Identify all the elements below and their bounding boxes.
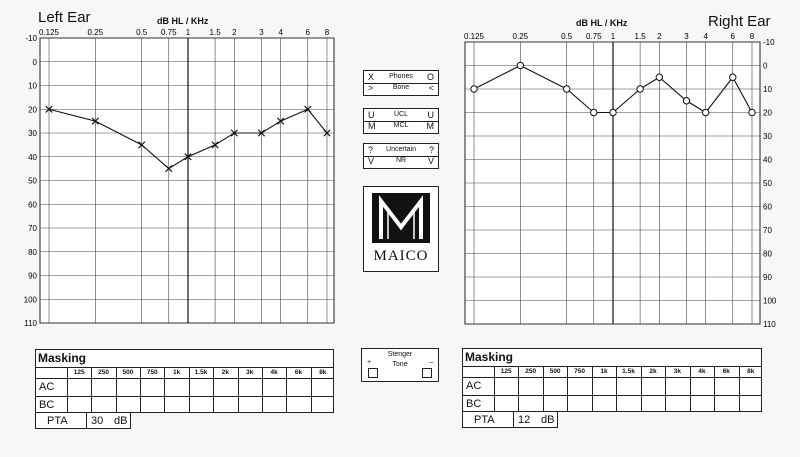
masking-freq-label: 125: [73, 369, 85, 376]
uncertain-left-symbol: ?: [368, 145, 374, 155]
y-tick-label: 0: [32, 57, 37, 67]
masking-ac-cell[interactable]: [286, 378, 310, 396]
x-tick-label: 2: [657, 32, 662, 41]
y-tick-label: 110: [763, 320, 776, 329]
data-point-o: [656, 74, 662, 80]
masking-ac-cell[interactable]: [164, 378, 188, 396]
y-tick-label: 0: [763, 61, 768, 71]
masking-bc-cell[interactable]: [140, 396, 164, 414]
stenger-plus: +: [367, 359, 372, 366]
masking-bc-cell[interactable]: [714, 395, 738, 413]
bone-left-symbol: >: [368, 83, 374, 93]
masking-freq-label: 8k: [319, 369, 327, 376]
nr-legend-row: [364, 157, 438, 167]
stenger-tone-label: Tone: [392, 361, 408, 368]
masking-bc-cell[interactable]: [567, 395, 591, 413]
masking-grid: [462, 348, 762, 412]
y-tick-label: 80: [763, 249, 772, 259]
x-tick-label: 0.25: [512, 32, 529, 41]
data-point-o: [591, 109, 597, 115]
x-tick-label: 8: [324, 28, 330, 37]
phones-bone-legend: [363, 70, 439, 96]
phones-label: Phones: [389, 73, 413, 80]
masking-bc-cell[interactable]: [262, 396, 286, 414]
masking-freq-label: 500: [122, 369, 134, 376]
phones-left-symbol: X: [368, 72, 375, 82]
data-point-o: [610, 109, 616, 115]
masking-bc-cell[interactable]: [690, 395, 714, 413]
pta-value[interactable]: 30: [91, 415, 104, 427]
x-tick-label: 3: [259, 28, 264, 37]
y-tick-label: -10: [25, 34, 37, 43]
y-tick-label: 10: [28, 81, 37, 91]
y-tick-label: 100: [763, 296, 777, 306]
x-tick-label: 6: [305, 28, 310, 37]
uncertain-right-symbol: ?: [428, 145, 434, 155]
y-tick-label: 20: [763, 108, 772, 118]
masking-ac-cell[interactable]: [690, 377, 714, 395]
data-point-o: [730, 74, 736, 80]
masking-freq-label: 6k: [294, 369, 303, 376]
right-axis-title: dB HL / KHz: [576, 18, 628, 28]
masking-freq-label: 2k: [649, 368, 657, 375]
data-point-o: [563, 86, 569, 92]
y-tick-label: 10: [763, 85, 772, 94]
masking-freq-label: 6k: [722, 368, 730, 375]
ucl-mcl-legend: [363, 108, 439, 134]
masking-bc-cell[interactable]: [739, 395, 763, 413]
x-tick-label: 4: [703, 32, 708, 41]
masking-bc-cell[interactable]: [189, 396, 213, 414]
masking-freq-label: 3k: [246, 369, 254, 376]
stenger-left-checkbox[interactable]: [368, 368, 378, 378]
x-tick-label: 1: [185, 28, 191, 37]
phones-right-symbol: O: [426, 72, 434, 82]
masking-ac-cell[interactable]: [91, 378, 115, 396]
y-tick-label: 50: [763, 179, 772, 188]
masking-freq-label: 1.5k: [622, 368, 635, 375]
y-tick-label: 20: [28, 105, 37, 115]
masking-ac-cell[interactable]: [238, 378, 262, 396]
ucl-legend-row: [364, 111, 438, 121]
masking-freq-label: 1k: [600, 368, 608, 375]
stenger-label: Stenger: [387, 351, 413, 358]
mcl-label: MCL: [393, 122, 409, 129]
masking-bc-cell[interactable]: [238, 396, 262, 414]
pta-value[interactable]: 12: [518, 414, 531, 426]
pta-box: [462, 411, 558, 428]
y-tick-label: 90: [763, 273, 772, 282]
x-tick-label: 6: [730, 32, 735, 41]
masking-row-bc-label: BC: [39, 399, 55, 411]
y-tick-label: 50: [28, 176, 37, 186]
x-tick-label: 8: [749, 32, 755, 41]
data-point-o: [517, 62, 523, 68]
y-tick-label: 70: [763, 226, 772, 235]
masking-bc-cell[interactable]: [616, 395, 640, 413]
masking-bc-cell[interactable]: [665, 395, 689, 413]
masking-ac-cell[interactable]: [67, 378, 91, 396]
x-tick-label: 1.5: [634, 32, 646, 41]
pta-label: PTA: [474, 414, 495, 426]
data-point-o: [683, 98, 689, 104]
x-tick-label: 1: [610, 32, 616, 41]
y-tick-label: 40: [28, 152, 37, 162]
bone-label: Bone: [392, 84, 410, 91]
x-tick-label: 3: [684, 32, 689, 41]
x-tick-label: 0.75: [160, 28, 177, 37]
masking-freq-label: 1.5k: [194, 369, 208, 376]
masking-bc-cell[interactable]: [311, 396, 335, 414]
x-tick-label: 4: [278, 28, 283, 37]
masking-ac-cell[interactable]: [189, 378, 213, 396]
ucl-label: UCL: [393, 111, 408, 118]
masking-ac-cell[interactable]: [262, 378, 286, 396]
y-tick-label: 70: [28, 224, 37, 233]
stenger-right-checkbox[interactable]: [422, 368, 432, 378]
y-tick-label: 30: [28, 129, 37, 138]
x-tick-label: 0.25: [87, 28, 104, 37]
left-axis-title: dB HL / KHz: [157, 16, 209, 26]
uncertain-legend-row: [364, 146, 438, 156]
masking-ac-cell[interactable]: [213, 378, 237, 396]
y-tick-label: 60: [763, 202, 772, 212]
masking-ac-cell[interactable]: [543, 377, 567, 395]
right-ear-audiogram: [400, 0, 800, 340]
maico-logo-text: MAICO: [373, 248, 429, 264]
y-tick-label: 80: [28, 247, 37, 257]
bone-legend-row: [364, 84, 438, 94]
right-ear-title: Right Ear: [708, 13, 771, 30]
masking-freq-label: 1k: [173, 369, 181, 376]
y-tick-label: -10: [763, 38, 775, 47]
y-tick-label: 90: [28, 271, 37, 281]
masking-freq-label: 750: [146, 369, 158, 376]
uncertain-label: Uncertain: [386, 146, 416, 153]
masking-freq-label: 250: [525, 368, 537, 375]
pta-label: PTA: [47, 415, 68, 427]
masking-ac-cell[interactable]: [714, 377, 738, 395]
stenger-minus: –: [429, 359, 433, 366]
x-tick-label: 0.5: [561, 32, 573, 41]
mcl-left-symbol: M: [368, 121, 376, 131]
data-point-o: [749, 109, 755, 115]
masking-freq-label: 250: [98, 369, 109, 376]
left-ear-audiogram: [0, 0, 400, 340]
masking-freq-label: 3k: [673, 368, 682, 375]
masking-title: Masking: [38, 351, 87, 365]
ucl-right-symbol: U: [427, 110, 434, 120]
left-ear-title: Left Ear: [38, 9, 91, 26]
y-tick-label: 30: [763, 132, 772, 141]
mcl-legend-row: [364, 122, 438, 132]
masking-freq-label: 4k: [698, 368, 706, 375]
masking-bc-cell[interactable]: [286, 396, 310, 414]
stenger-box: [361, 348, 439, 382]
x-tick-label: 2: [232, 28, 237, 37]
bone-right-symbol: <: [428, 83, 434, 93]
masking-ac-cell[interactable]: [592, 377, 616, 395]
masking-bc-cell[interactable]: [164, 396, 188, 414]
masking-ac-cell[interactable]: [641, 377, 665, 395]
maico-logo-mark: [364, 187, 438, 247]
pta-unit: dB: [541, 414, 555, 426]
masking-bc-cell[interactable]: [592, 395, 616, 413]
masking-ac-cell[interactable]: [494, 377, 518, 395]
masking-freq-label: 750: [574, 368, 586, 375]
y-tick-label: 110: [24, 319, 37, 328]
masking-ac-cell[interactable]: [140, 378, 164, 396]
masking-ac-cell[interactable]: [739, 377, 763, 395]
nr-right-symbol: V: [427, 156, 434, 166]
masking-freq-label: 125: [500, 368, 512, 375]
data-point-o: [471, 86, 477, 92]
masking-bc-cell[interactable]: [213, 396, 237, 414]
masking-title: Masking: [465, 350, 514, 364]
maico-logo: [363, 186, 439, 272]
y-tick-label: 60: [28, 200, 37, 210]
masking-ac-cell[interactable]: [665, 377, 689, 395]
masking-table-left: [35, 349, 334, 430]
masking-row-ac-label: AC: [466, 380, 482, 392]
masking-ac-cell[interactable]: [616, 377, 640, 395]
masking-bc-cell[interactable]: [641, 395, 665, 413]
y-tick-label: 100: [23, 295, 37, 305]
data-point-o: [702, 109, 708, 115]
y-tick-label: 40: [763, 155, 772, 165]
pta-box: [35, 412, 131, 429]
phones-legend-row: [364, 73, 438, 83]
x-tick-label: 0.125: [38, 28, 60, 37]
masking-freq-label: 2k: [221, 369, 229, 376]
x-tick-label: 0.75: [585, 32, 602, 41]
masking-ac-cell[interactable]: [518, 377, 542, 395]
nr-left-symbol: V: [368, 156, 375, 166]
masking-freq-label: 8k: [747, 368, 755, 375]
mcl-right-symbol: M: [426, 121, 434, 131]
pta-unit: dB: [114, 415, 128, 427]
masking-ac-cell[interactable]: [116, 378, 140, 396]
masking-freq-label: 4k: [270, 369, 278, 376]
masking-table-right: [462, 348, 762, 429]
x-tick-label: 0.5: [136, 28, 148, 37]
uncertain-nr-legend: [363, 143, 439, 169]
nr-label: NR: [395, 157, 407, 164]
masking-ac-cell[interactable]: [567, 377, 591, 395]
data-point-o: [637, 86, 643, 92]
x-tick-label: 0.125: [463, 32, 485, 41]
masking-grid: [35, 349, 334, 413]
masking-ac-cell[interactable]: [311, 378, 335, 396]
masking-row-bc-label: BC: [466, 398, 482, 410]
ucl-left-symbol: U: [368, 110, 375, 120]
x-tick-label: 1.5: [209, 28, 221, 37]
masking-row-ac-label: AC: [39, 381, 55, 393]
masking-freq-label: 500: [549, 368, 561, 375]
